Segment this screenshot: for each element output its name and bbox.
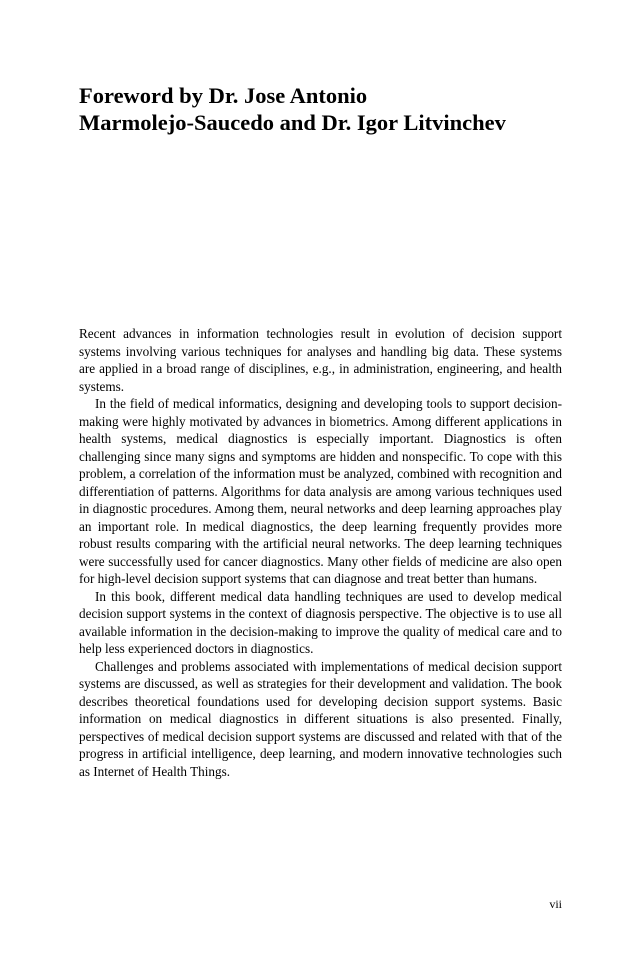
foreword-title-line-2: Marmolejo-Saucedo and Dr. Igor Litvinchev xyxy=(79,110,506,135)
paragraph-1: Recent advances in information technologies result in evolution of decision support systems involving various techniques for analyses and handling big data. These systems are applied in a broad range of disciplines, e.g., in administration, engineering, and health systems. xyxy=(79,326,562,394)
paragraph-2: In the field of medical informatics, designing and developing tools to support decision-making were highly motivated by advances in biometrics. Among different applications in health systems, medical diagnostics is especially important. Diagnostics is often challenging since many signs and symptoms are hidden and nonspecific. To cope with this problem, a correlation of the information must be analyzed, combined with recognition and differentiation of patterns. Algorithms for data analysis are among various techniques used in diagnostic procedures. Among them, neural networks and deep learning approaches play an important role. In medical diagnostics, the deep learning frequently provides more robust results comparing with the artificial neural networks. The deep learning techniques were successfully used for cancer diagnostics. Many other fields of medicine are also open for high-level decision support systems that can diagnose and treat better than humans. xyxy=(79,396,562,586)
paragraph-3: In this book, different medical data handling techniques are used to develop medical decision support systems in the context of diagnosis perspective. The objective is to use all available information in the decision-making to improve the quality of medical care and to help less experienced doctors in diagnostics. xyxy=(79,588,562,656)
foreword-title xyxy=(79,82,579,136)
paragraph-4: Challenges and problems associated with implementations of medical decision support systems are discussed, as well as strategies for their development and validation. The book describes theoretical foundations used for developing decision support systems. Basic information on medical diagnostics in different situations is also presented. Finally, perspectives of medical decision support systems are discussed and related with that of the progress in artificial intelligence, deep learning, and modern innovative technologies such as Internet of Health Things. xyxy=(79,658,562,779)
page-number: vii xyxy=(549,897,562,911)
foreword-body xyxy=(79,325,562,780)
foreword-title-line-1: Foreword by Dr. Jose Antonio xyxy=(79,83,368,108)
